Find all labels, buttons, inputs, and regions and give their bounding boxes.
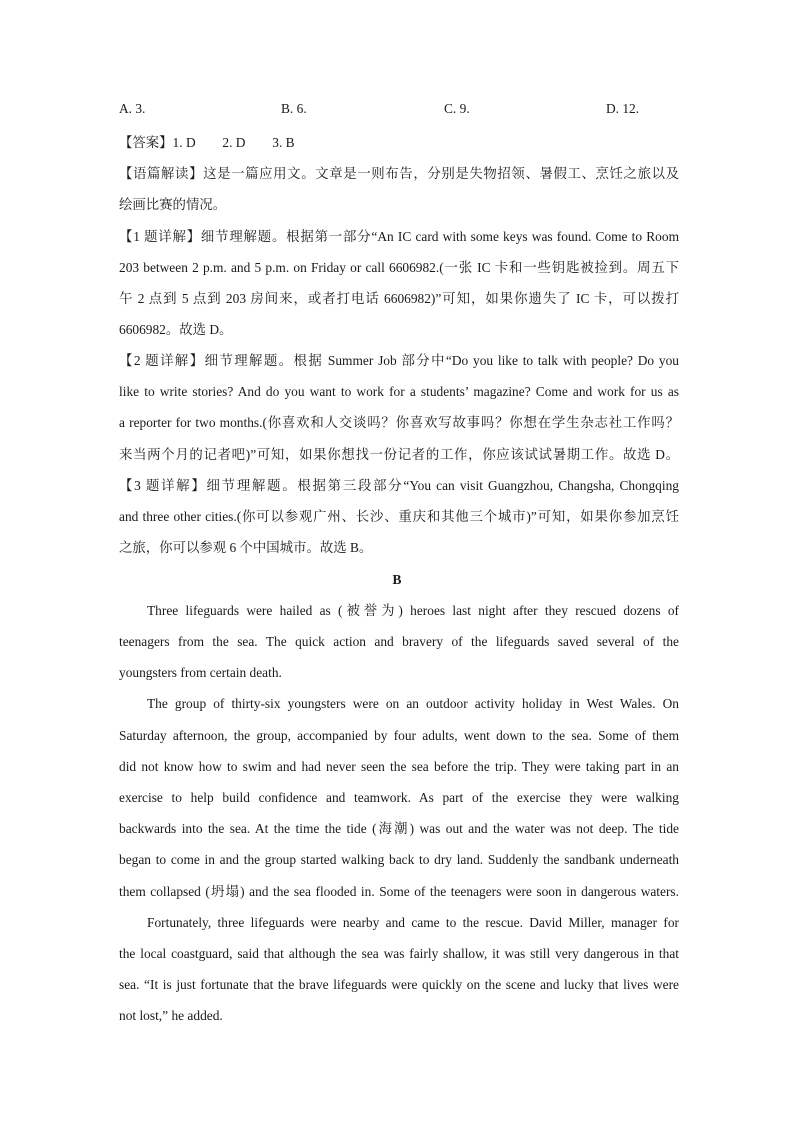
- passage-p1-line-3: youngsters from certain death.: [119, 665, 282, 680]
- passage-p2-line-3: did not know how to swim and had never seen the sea before the trip. They were taking part in an: [119, 759, 679, 774]
- q2-line-4: 来当两个月的记者吧)”可知，如果你想找一份记者的工作，你应该试试暑期工作。故选 D。: [119, 447, 679, 462]
- passage-p3-line-4: not lost,” he added.: [119, 1008, 223, 1023]
- answer-key: 【答案】1. D 2. D 3. B: [119, 135, 295, 150]
- passage-p2-line-2: Saturday afternoon, the group, accompanied by four adults, went down to the sea. Some of them: [119, 728, 679, 743]
- option-d: D. 12.: [606, 101, 640, 116]
- option-b: B. 6.: [281, 101, 307, 116]
- q3-line-2: and three other cities.(你可以参观广州、长沙、重庆和其他三个城市)”可知，如果你参加烹饪: [119, 509, 679, 524]
- passage-p2-line-5: backwards into the sea. At the time the tide (海潮) was out and the water was not deep. The tide: [119, 821, 679, 836]
- q1-line-2: 203 between 2 p.m. and 5 p.m. on Friday or call 6606982.(一张 IC 卡和一些钥匙被捡到。周五下: [119, 260, 679, 275]
- passage-p2-line-4: exercise to help build confidence and teamwork. As part of the exercise they were walking: [119, 790, 679, 805]
- passage-p1-line-1: Three lifeguards were hailed as (被誉为) heroes last night after they rescued dozens of: [147, 603, 679, 618]
- q2-line-3: a reporter for two months.(你喜欢和人交谈吗？你喜欢写故事吗？你想在学生杂志社工作吗？: [119, 415, 679, 430]
- q2-line-2: like to write stories? And do you want to work for a students’ magazine? Come and work for us as: [119, 384, 679, 399]
- passage-p2-line-7: them collapsed (坍塌) and the sea flooded in. Some of the teenagers were soon in dangerous waters.: [119, 884, 679, 899]
- reading-line-1: 【语篇解读】这是一篇应用文。文章是一则布告，分别是失物招领、暑假工、烹饪之旅以及: [119, 166, 679, 181]
- passage-p2-line-1: The group of thirty-six youngsters were on an outdoor activity holiday in West Wales. On: [147, 696, 679, 711]
- q2-line-1: 【2 题详解】细节理解题。根据 Summer Job 部分中“Do you like to talk with people? Do you: [119, 353, 679, 368]
- passage-p3-line-3: sea. “It is just fortunate that the brave lifeguards were quickly on the scene and lucky that lives were: [119, 977, 679, 992]
- q1-line-4: 6606982。故选 D。: [119, 322, 233, 337]
- passage-p3-line-2: the local coastguard, said that although the sea was fairly shallow, it was still very dangerous in that: [119, 946, 679, 961]
- option-c: C. 9.: [444, 101, 470, 116]
- reading-line-2: 绘画比赛的情况。: [119, 197, 227, 212]
- passage-p2-line-6: began to come in and the group started walking back to dry land. Suddenly the sandbank underneath: [119, 852, 679, 867]
- section-heading-b: B: [392, 572, 402, 587]
- q3-line-1: 【3 题详解】细节理解题。根据第三段部分“You can visit Guangzhou, Changsha, Chongqing: [119, 478, 679, 493]
- q1-line-1: 【1 题详解】细节理解题。根据第一部分“An IC card with some keys was found. Come to Room: [119, 229, 679, 244]
- passage-p1-line-2: teenagers from the sea. The quick action and bravery of the lifeguards saved several of the: [119, 634, 679, 649]
- option-a: A. 3.: [119, 101, 146, 116]
- q1-line-3: 午 2 点到 5 点到 203 房间来，或者打电话 6606982)”可知，如果你遗失了 IC 卡，可以拨打: [119, 291, 679, 306]
- passage-p3-line-1: Fortunately, three lifeguards were nearby and came to the rescue. David Miller, manager for: [147, 915, 679, 930]
- q3-line-3: 之旅，你可以参观 6 个中国城市。故选 B。: [119, 540, 373, 555]
- answer-options: [119, 101, 679, 123]
